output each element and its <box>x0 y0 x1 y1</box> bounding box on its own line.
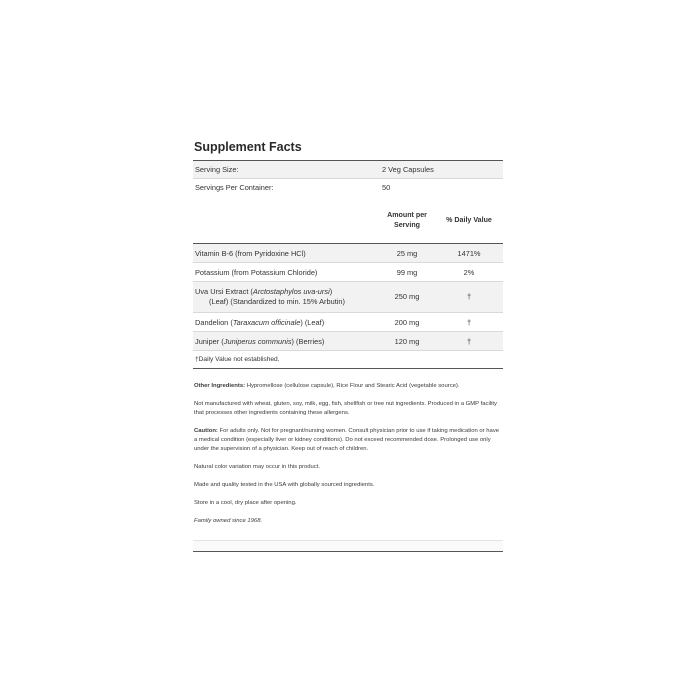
ingredient-amount: 99 mg <box>396 267 418 277</box>
ingredient-dv: 1471% <box>457 248 481 258</box>
bottom-rule <box>193 551 503 552</box>
ingredient-amount: 200 mg <box>394 317 420 327</box>
ingredient-amount: 250 mg <box>394 292 420 301</box>
ingredient-name-line2: (Leaf) (Standardized to min. 15% Arbutin) <box>209 297 345 306</box>
ingredient-amount: 25 mg <box>396 248 418 258</box>
ingredient-name: Dandelion (Taraxacum officinale) (Leaf) <box>195 317 325 327</box>
table-row <box>193 282 503 313</box>
ingredient-name: Vitamin B-6 (from Pyridoxine HCl) <box>195 248 306 258</box>
serving-size-value: 2 Veg Capsules <box>382 165 434 174</box>
table-row <box>193 244 503 263</box>
made-in-usa-note: Made and quality tested in the USA with globally sourced ingredients. <box>194 482 375 488</box>
ingredient-amount: 120 mg <box>394 336 420 346</box>
ingredient-name <box>193 287 379 307</box>
serving-size-label: Serving Size: <box>195 165 239 174</box>
other-ingredients: Other Ingredients: Hypromellose (cellulose capsule), Rice Flour and Stearic Acid (vegetable source). <box>194 383 460 389</box>
table-row <box>193 313 503 332</box>
ingredient-dv: † <box>466 336 472 346</box>
ingredient-dv: † <box>466 317 472 327</box>
ingredient-name-line1: Uva Ursi Extract (Arctostaphylos uva-ursi) <box>195 287 333 296</box>
servings-per-container-label: Servings Per Container: <box>195 183 274 192</box>
table-row <box>193 263 503 282</box>
ingredient-dv: 2% <box>463 267 475 277</box>
amount-per-serving-header: Amount per Serving <box>387 210 427 229</box>
color-variation-note: Natural color variation may occur in this product. <box>194 464 321 470</box>
table-row <box>193 332 503 351</box>
panel-title: Supplement Facts <box>194 140 302 154</box>
servings-per-container-row <box>193 179 503 196</box>
family-owned-note: Family owned since 1968. <box>194 518 263 524</box>
daily-value-note: †Daily Value not established. <box>193 351 503 369</box>
serving-size-row <box>193 161 503 179</box>
servings-per-container-value: 50 <box>382 183 391 192</box>
ingredient-name: Juniper (Juniperus communis) (Berries) <box>195 336 325 346</box>
supplement-facts-panel <box>193 140 503 552</box>
caution-statement: Caution: For adults only. Not for pregnant/nursing women. Consult physician prior to use if taking medication or have a medical condition (especially liver or kidney conditions). Do not exceed recommended dose. Prolonged use only under the supervision of a physician. Keep out of reach of children. <box>194 428 500 452</box>
daily-value-header: % Daily Value <box>446 215 492 224</box>
ingredient-name: Potassium (from Potassium Chloride) <box>195 267 318 277</box>
bottom-strip <box>193 540 503 551</box>
storage-note: Store in a cool, dry place after opening. <box>194 500 297 506</box>
ingredient-dv: † <box>466 292 472 301</box>
column-header-row <box>193 196 503 243</box>
allergen-statement: Not manufactured with wheat, gluten, soy, milk, egg, fish, shellfish or tree nut ingredients. Produced in a GMP facility that processes other ingredients containing these allergens. <box>194 401 497 416</box>
